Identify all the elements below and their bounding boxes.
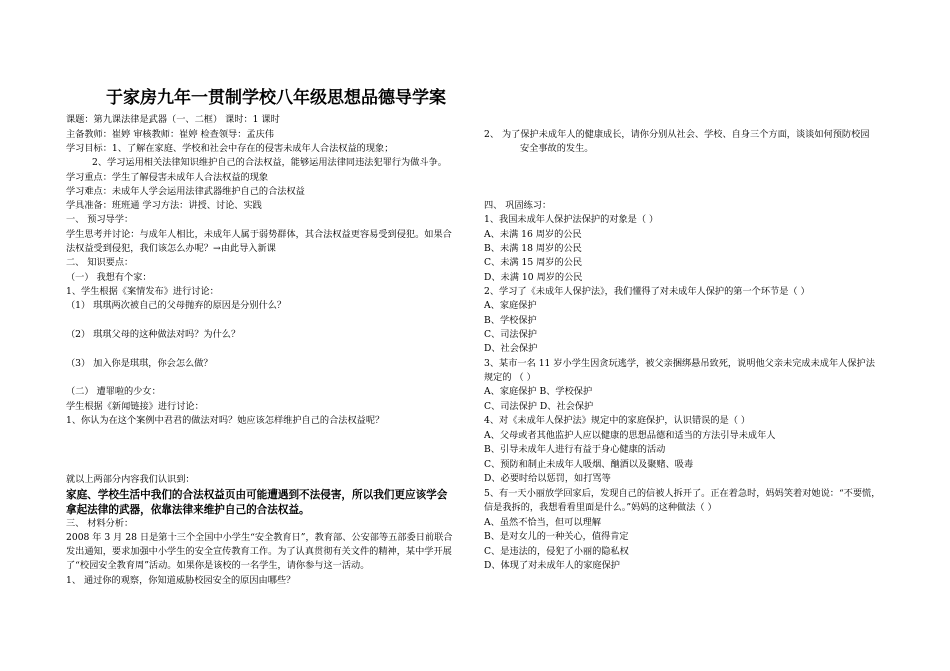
material-text-2: 发出通知，要求加强中小学生的安全宣传教育工作。为了认真贯彻有关文件的精神，某中学开展 [66,546,452,557]
preview-text-1: 学生思考并讨论：与成年人相比，未成年人属于弱势群体，其合法权益更容易受到侵犯。如果合 [66,229,452,240]
practice-q5-cont: 信是我拆的，我想看看里面是什么。”妈妈的这种做法（ ） [484,502,717,513]
summary-intro: 就以上两部分内容我们认识到： [66,474,195,485]
material-question-2: 2、 为了保护未成年人的健康成长，请你分别从社会、学校、自身三个方面，谈谈如何预防校园 [484,129,870,140]
practice-q2: 2、学习了《未成年人保护法》，我们懂得了对未成年人保护的第一个环节是（ ） [484,286,810,297]
summary-bold-1: 家庭、学校生活中我们的合法权益页由可能遭遇到不法侵害，所以我们更应该学会 [66,489,448,501]
practice-q1-c: C、未满 15 周岁的公民 [484,257,583,268]
tools-and-methods: 学具准备：班班通 学习方法：讲授、讨论、实践 [66,200,262,211]
practice-q3-ab: A、家庭保护 B、学校保护 [484,386,593,397]
document-title: 于家房九年一贯制学校八年级思想品德导学案 [106,88,446,108]
question-1-1: （1） 琪琪两次被自己的父母抛弃的原因是分别什么？ [66,300,287,311]
practice-q4-a: A、父母或者其他监护人应以健康的思想品德和适当的方法引导未成年人 [484,430,776,441]
material-text-3: 了“校园安全教育周”活动。如果你是该校的一名学生，请你参与这一活动。 [66,560,370,571]
practice-q4: 4、对《未成年人保护法》规定中的家庭保护，认识错误的是（ ） [484,415,751,426]
question-2-1: 1、你认为在这个案例中君君的做法对吗？她应该怎样维护自己的合法权益呢？ [66,415,385,426]
subsection-heading-1: （一） 我想有个家： [66,272,152,283]
practice-q4-d: D、必要时给以惩罚，如打骂等 [484,473,611,484]
summary-bold-2: 拿起法律的武器，依靠法律来维护自己的合法权益。 [66,504,310,516]
practice-q5-a: A、虽然不恰当，但可以理解 [484,517,601,528]
practice-q3-cont: 规定的 （ ） [484,372,536,383]
subsection-heading-2: （二） 遭罪啦的少女： [66,386,161,397]
section-heading-preview: 一、 预习导学： [66,214,134,225]
practice-q1-a: A、未满 16 周岁的公民 [484,229,582,240]
preview-text-2: 法权益受到侵犯，我们该怎么办呢？→由此导入新课 [66,243,276,254]
practice-q1: 1、我国未成年人保护法保护的对象是（ ） [484,214,659,225]
section-heading-knowledge: 二、 知识要点： [66,257,134,268]
practice-q2-a: A、家庭保护 [484,300,537,311]
lesson-topic: 课题：第九课法律是武器（一、二框） 课时：1 课时 [66,114,280,125]
key-point: 学习重点：学生了解侵害未成年人合法权益的现象 [66,172,269,183]
practice-q3: 3、某市一名 11 岁小学生因贪玩逃学，被父亲捆绑悬吊致死，说明他父亲未完成未成年人保护法 [484,358,875,369]
teacher-info: 主备教师：崔婷 审核教师：崔婷 检查领导：孟庆伟 [66,129,274,140]
discussion-intro-1: 1、学生根据《案情发布》进行讨论： [66,286,219,297]
practice-q5: 5、有一天小丽放学回家后，发现自己的信被人拆开了。正在着急时，妈妈笑着对她说：“不要慌， [484,488,881,499]
learning-goal-1: 学习目标：1、了解在家庭、学校和社会中存在的侵害未成年人合法权益的现象； [66,143,394,154]
practice-q2-d: D、社会保护 [484,343,538,354]
practice-q5-d: D、体现了对未成年人的家庭保护 [484,560,620,571]
practice-q4-b: B、引导未成年人进行有益于身心健康的活动 [484,444,666,455]
section-heading-material: 三、 材料分析： [66,518,134,529]
difficulty: 学习难点：未成年人学会运用法律武器维护自己的合法权益 [66,186,305,197]
learning-goal-2: 2、学习运用相关法律知识维护自己的合法权益，能够运用法律同违法犯罪行为做斗争。 [92,157,447,168]
discussion-intro-2: 学生根据《新闻链接》进行讨论： [66,401,204,412]
question-1-2: （2） 琪琪父母的这种做法对吗？为什么？ [66,329,241,340]
question-1-3: （3） 加入你是琪琪，你会怎么做？ [66,358,213,369]
practice-q5-b: B、是对女儿的一种关心，值得肯定 [484,531,629,542]
material-question-1: 1、 通过你的观察，你知道威胁校园安全的原因由哪些？ [66,575,296,586]
practice-q2-c: C、司法保护 [484,329,537,340]
practice-q4-c: C、预防和制止未成年人吸烟、酗酒以及聚赌、吸毒 [484,459,694,470]
practice-q1-b: B、未满 18 周岁的公民 [484,243,582,254]
section-heading-practice: 四、 巩固练习： [484,200,552,211]
material-text-1: 2008 年 3 月 28 日是第十三个全国中小学生“安全教育日”，教育部、公安部等五部委日前联合 [66,532,453,543]
practice-q1-d: D、未满 10 周岁的公民 [484,272,583,283]
practice-q5-c: C、是违法的，侵犯了小丽的隐私权 [484,546,629,557]
material-question-2-cont: 安全事故的发生。 [520,143,594,154]
practice-q3-cd: C、司法保护 D、社会保护 [484,401,594,412]
practice-q2-b: B、学校保护 [484,315,537,326]
